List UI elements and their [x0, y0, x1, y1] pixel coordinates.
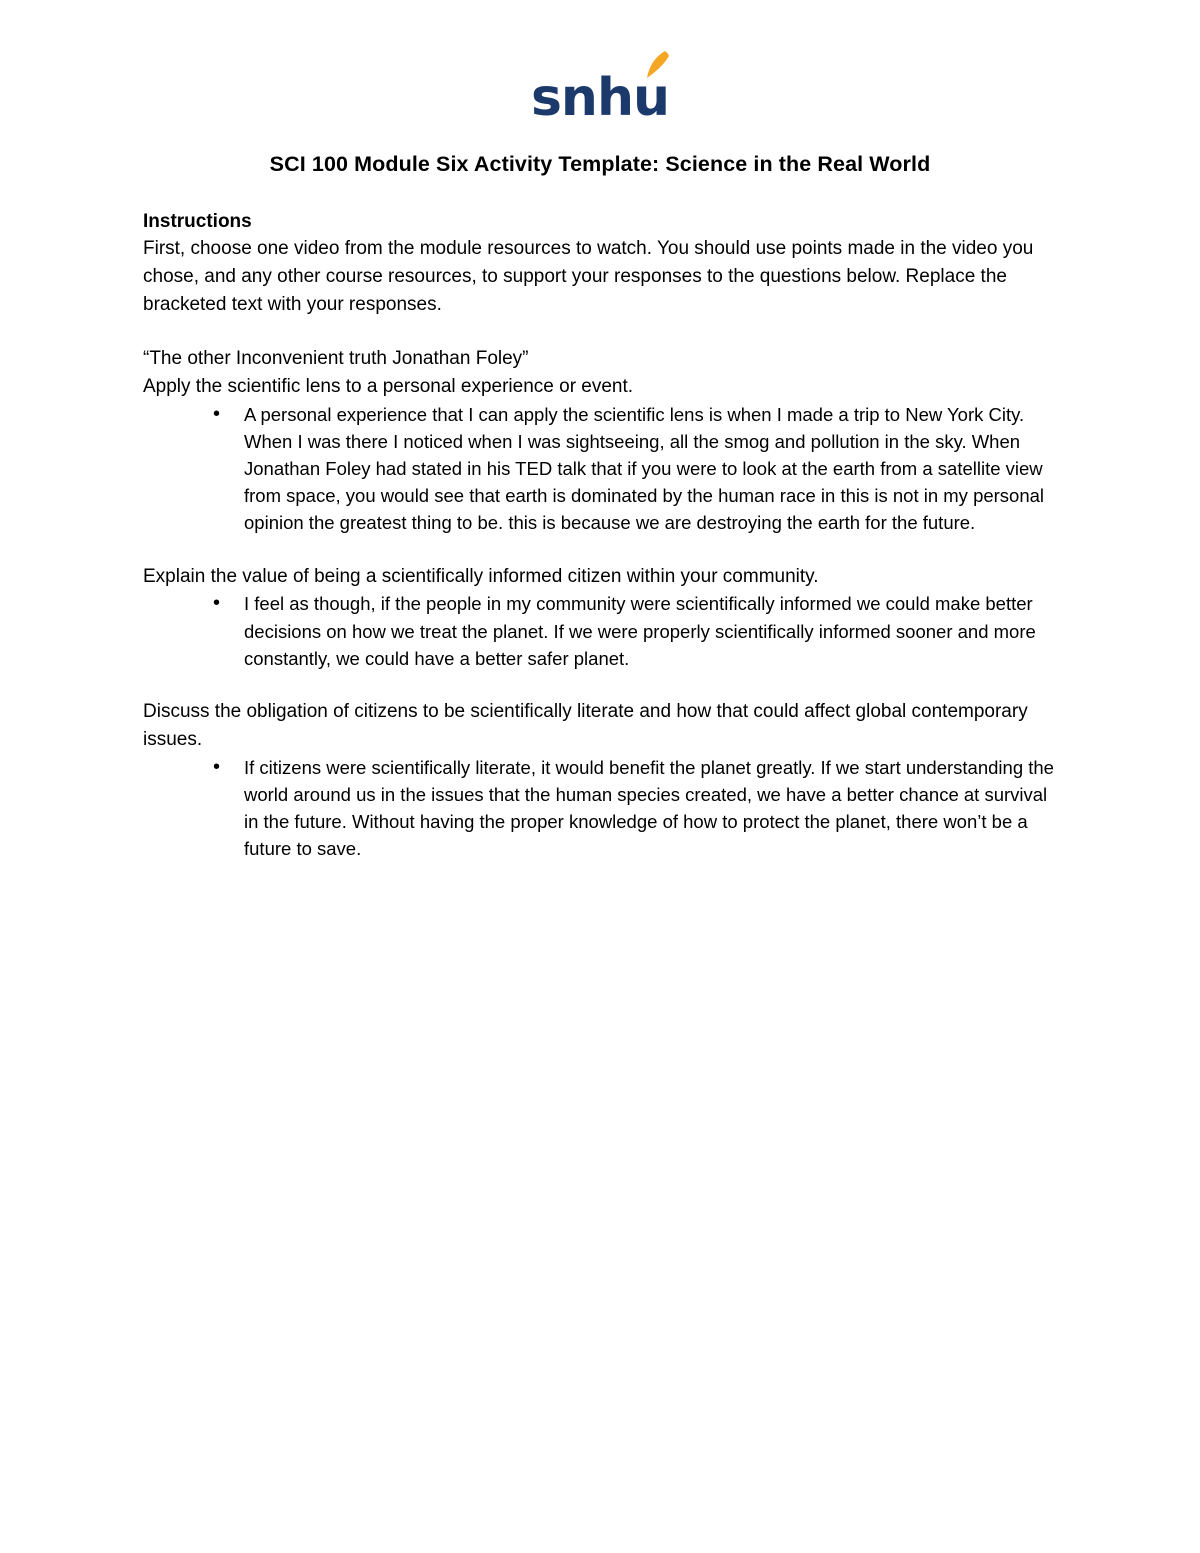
spacer: [143, 672, 1057, 698]
response-list-2: [143, 590, 1057, 672]
list-item: • I feel as though, if the people in my community were scientifically informed we could make better decisions on how we treat the planet. If we were properly scientifically informed sooner and more constantly, we could have a better safer planet.: [143, 590, 1057, 672]
response-list-1: [143, 401, 1057, 537]
prompt-3: Discuss the obligation of citizens to be scientifically literate and how that could affect global contemporary issues.: [143, 701, 1028, 750]
snhu-logo: [530, 68, 669, 128]
response-list-3: [143, 754, 1057, 863]
flame-icon: [645, 50, 671, 80]
page-title: SCI 100 Module Six Activity Template: Science in the Real World: [269, 152, 931, 176]
list-item: • If citizens were scientifically literate, it would benefit the planet greatly. If we start understanding the world around us in the issues that the human species created, we have a better chance at survival in the future. Without having the proper knowledge of how to protect the planet, there won’t be a future to save.: [143, 754, 1057, 863]
spacer: [143, 537, 1057, 563]
spacer: [143, 319, 1057, 345]
prompt-2: Explain the value of being a scientifically informed citizen within your community.: [143, 565, 819, 587]
instructions-body: First, choose one video from the module resources to watch. You should use points made in the video you chose, and any other course resources, to support your responses to the questions below. Replace the bracketed text with your responses.: [143, 238, 1034, 315]
list-item: • A personal experience that I can apply the scientific lens is when I made a trip to New York City. When I was there I noticed when I was sightseeing, all the smog and pollution in the sky. When Jonathan Foley had stated in his TED talk that if you were to look at the earth from a satellite view from space, you would see that earth is dominated by the human race in this is not in my personal opinion the greatest thing to be. this is because we are destroying the earth for the future.: [143, 401, 1057, 537]
instructions-heading: Instructions: [143, 211, 252, 232]
logo-container: [143, 68, 1057, 128]
snhu-logo-text: snhu: [530, 68, 669, 128]
video-title: “The other Inconvenient truth Jonathan Foley”: [143, 347, 529, 369]
prompt-1: Apply the scientific lens to a personal experience or event.: [143, 375, 634, 397]
